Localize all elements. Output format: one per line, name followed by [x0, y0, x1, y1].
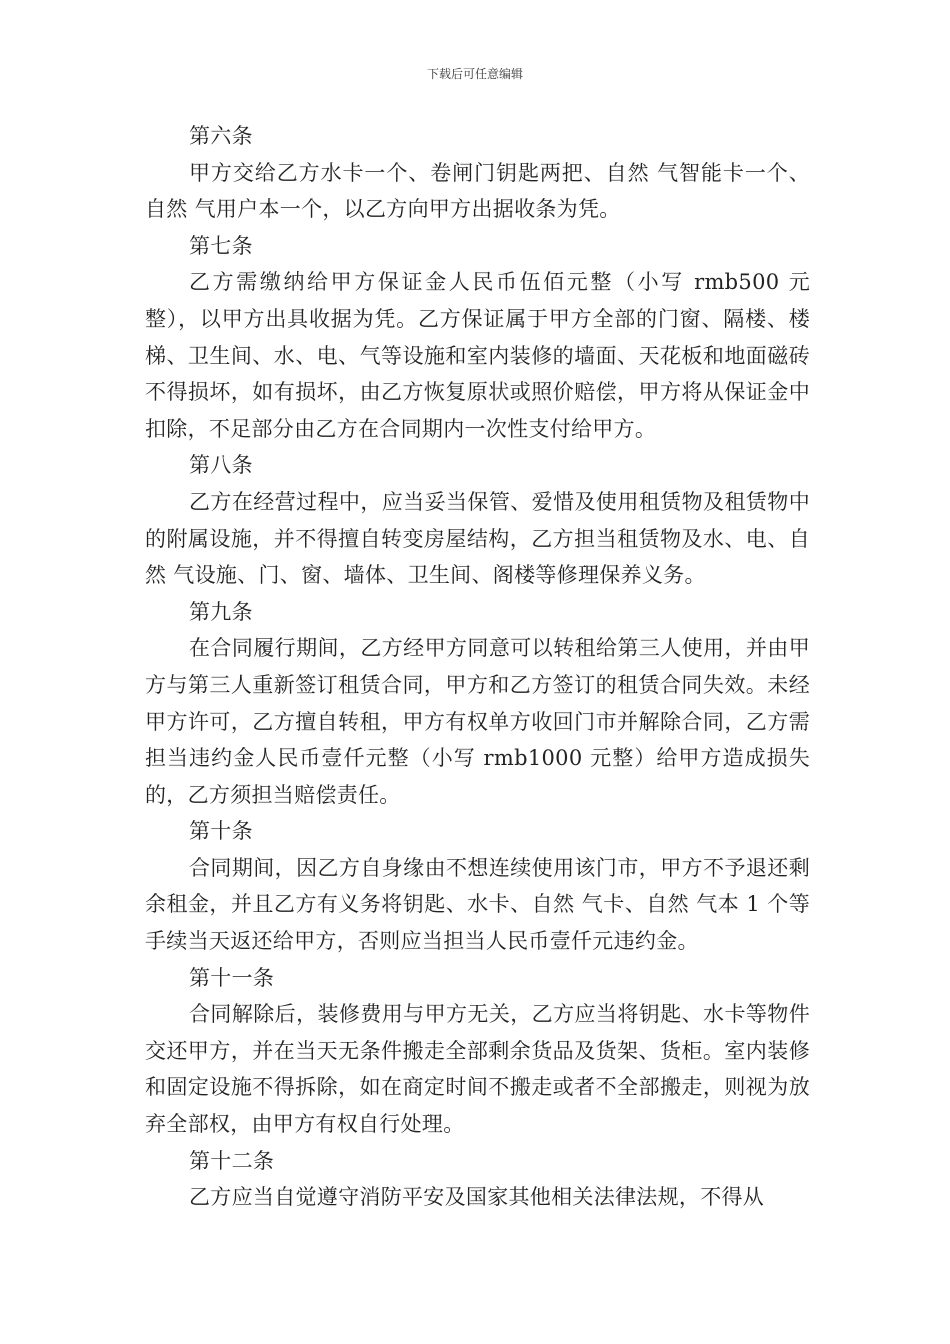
clause-body: 合同解除后，装修费用与甲方无关，乙方应当将钥匙、水卡等物件交还甲方，并在当天无条件搬走全部剩余货品及货架、货柜。室内装修和固定设施不得拆除，如在商定时间不搬走或者不全部搬走，则视为放弃全部权，由甲方有权自行处理。 [145, 1002, 810, 1137]
contract-body [145, 118, 810, 1216]
clause-heading: 第十条 [189, 819, 253, 844]
clause-body: 乙方需缴纳给甲方保证金人民币伍佰元整（小写 rmb500 元整），以甲方出具收据为凭。乙方保证属于甲方全部的门窗、隔楼、楼梯、卫生间、水、电、气等设施和室内装修的墙面、天花板和地面磁砖不得损坏，如有损坏，由乙方恢复原状或照价赔偿，甲方将从保证金中扣除，不足部分由乙方在合同期内一次性支付给甲方。 [145, 270, 810, 441]
clause-heading: 第六条 [189, 124, 253, 148]
clause-heading: 第八条 [189, 453, 253, 478]
clause-heading: 第九条 [189, 599, 253, 624]
clause-heading: 第七条 [189, 233, 253, 258]
clause-heading: 第十二条 [189, 1148, 275, 1173]
clause-heading: 第十一条 [189, 965, 275, 990]
clause-body: 合同期间，因乙方自身缘由不想连续使用该门市，甲方不予退还剩余租金，并且乙方有义务将钥匙、水卡、自然 气卡、自然 气本 1 个等手续当天返还给甲方，否则应当担当人民币壹仟元违约金。 [145, 855, 810, 954]
clause-body: 在合同履行期间，乙方经甲方同意可以转租给第三人使用，并由甲方与第三人重新签订租赁合同，甲方和乙方签订的租赁合同失效。未经甲方许可，乙方擅自转租，甲方有权单方收回门市并解除合同，乙方需担当违约金人民币壹仟元整（小写 rmb1000 元整）给甲方造成损失的，乙方须担当赔偿责任。 [145, 636, 810, 807]
clause-body: 乙方在经营过程中，应当妥当保管、爱惜及使用租赁物及租赁物中的附属设施，并不得擅自转变房屋结构，乙方担当租赁物及水、电、自然 气设施、门、窗、墙体、卫生间、阁楼等修理保养义务。 [145, 489, 810, 588]
clause-body: 甲方交给乙方水卡一个、卷闸门钥匙两把、自然 气智能卡一个、自然 气用户本一个，以乙方向甲方出据收条为凭。 [145, 160, 810, 222]
clause-body: 乙方应当自觉遵守消防平安及国家其他相关法律法规，不得从 [189, 1185, 765, 1210]
header-note: 下载后可任意编辑 [426, 67, 523, 81]
